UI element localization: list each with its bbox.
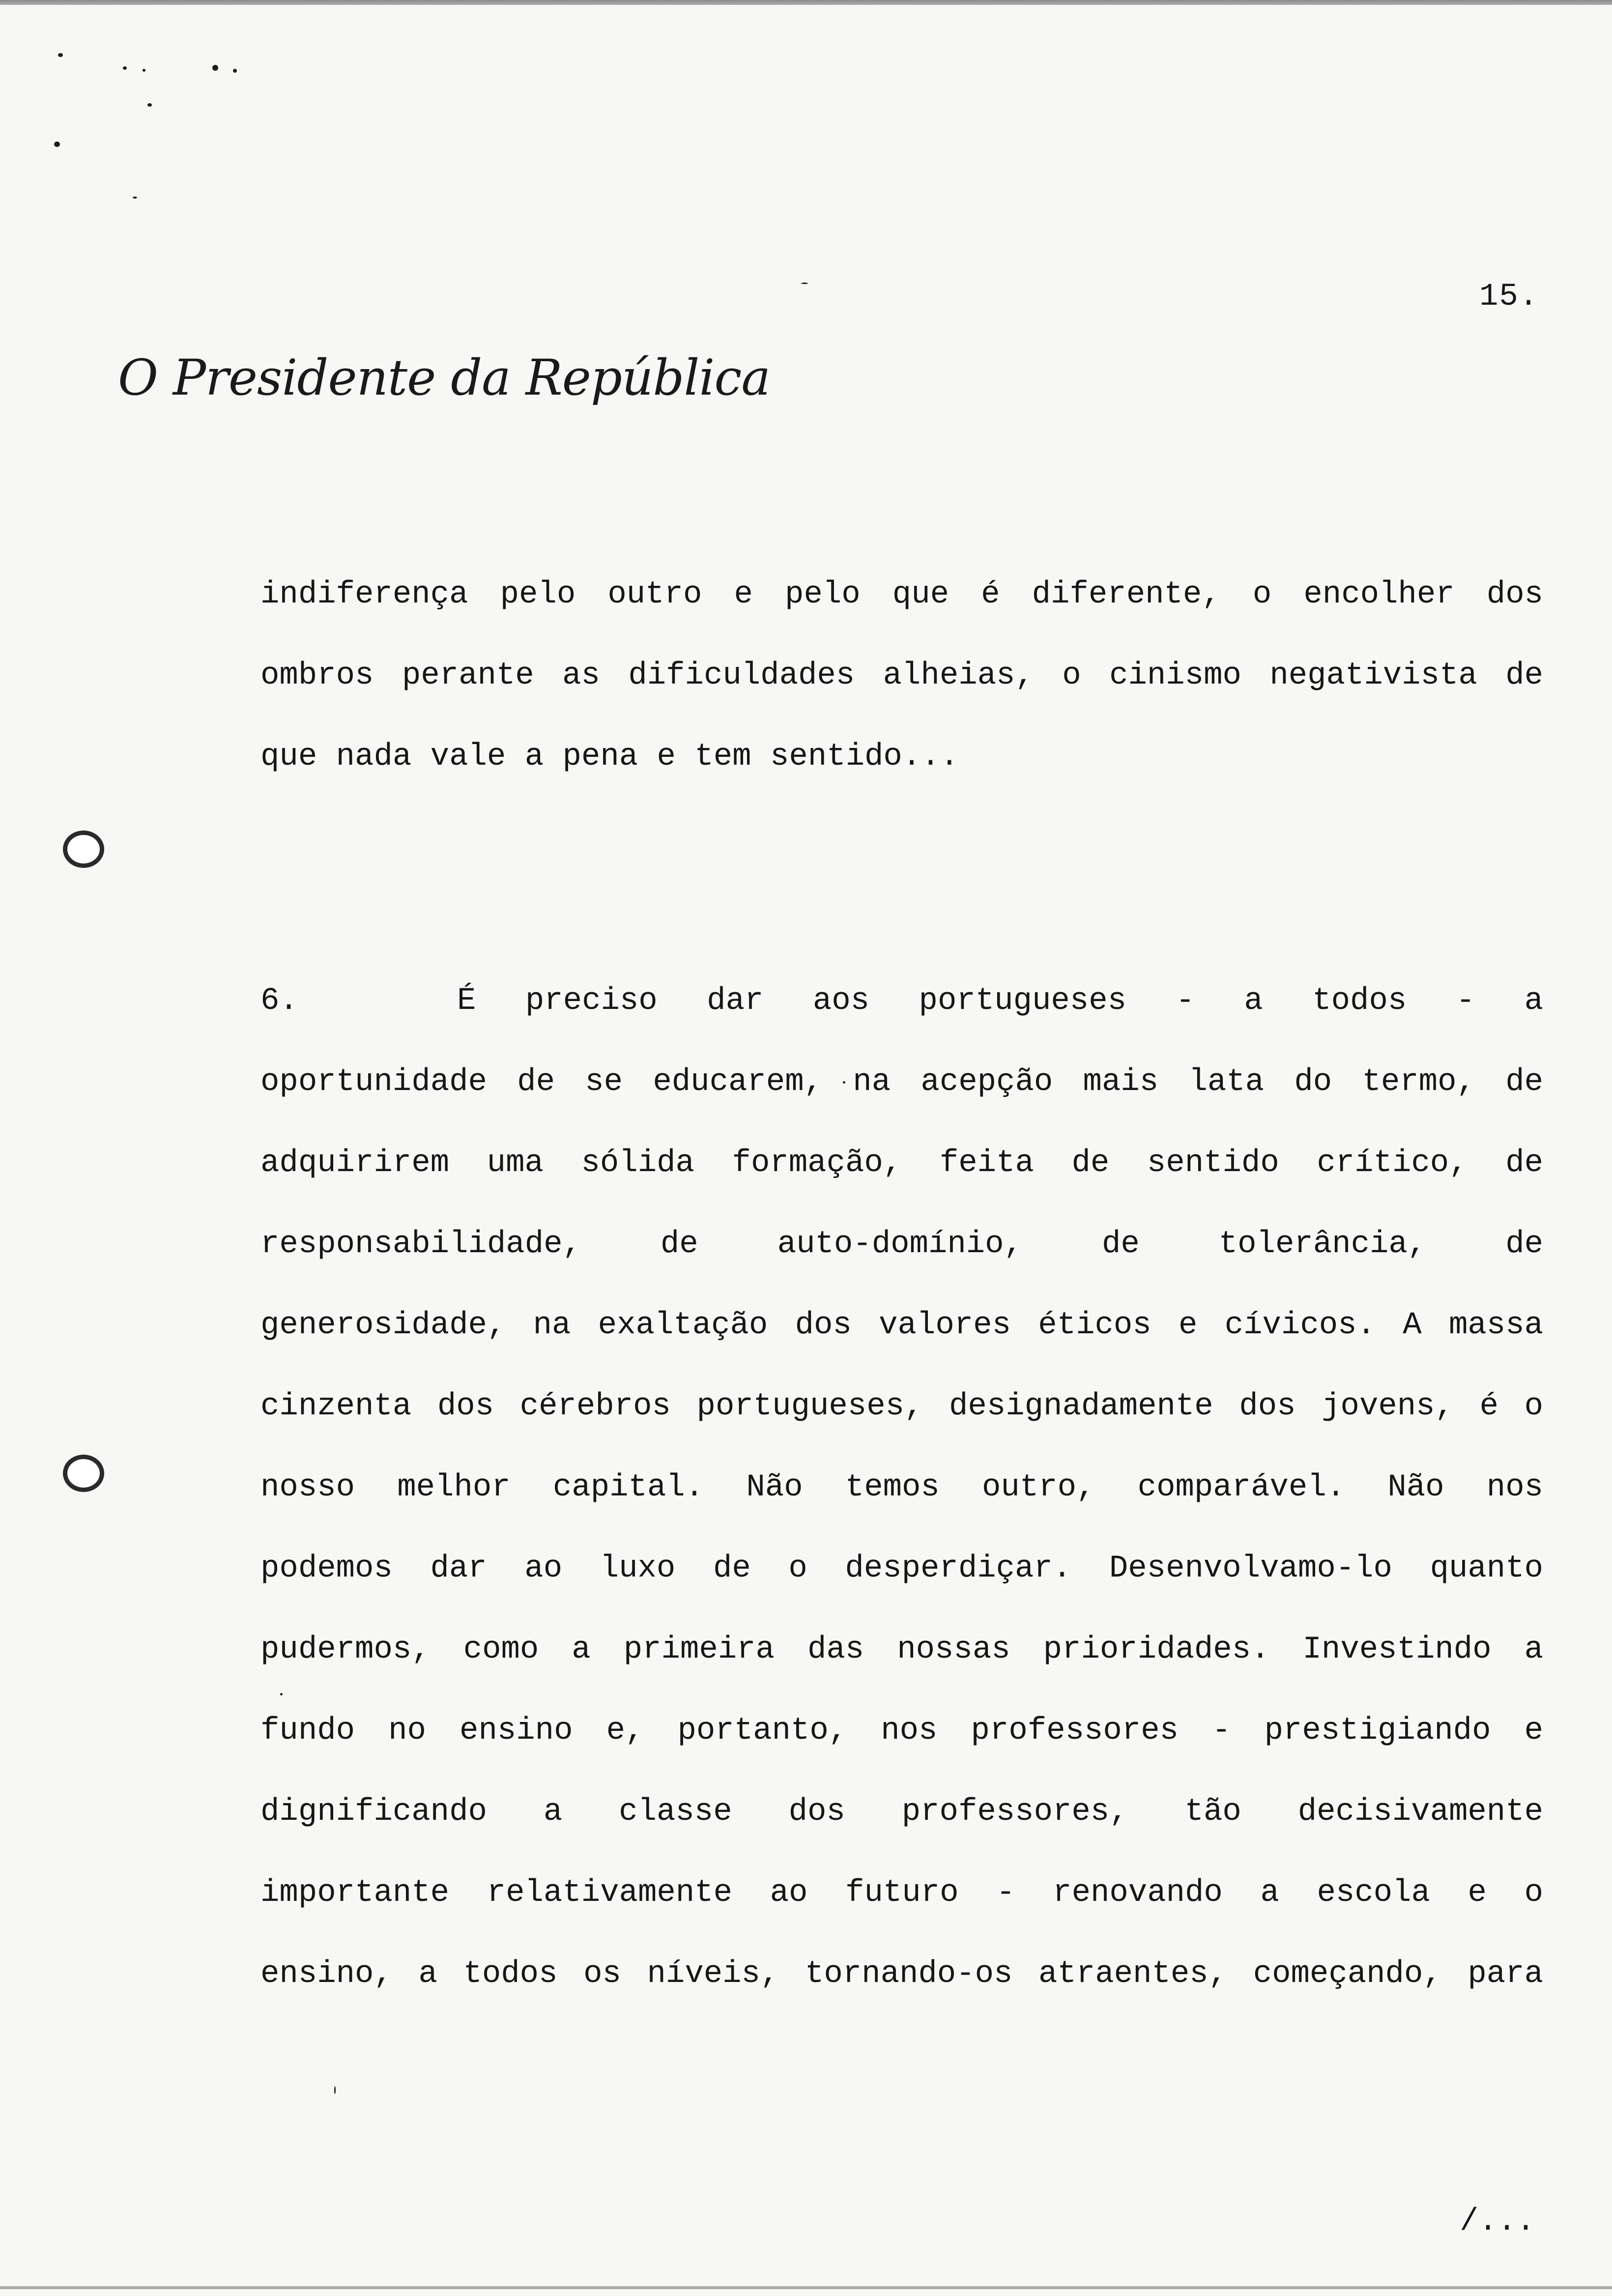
paragraph-continued: [260, 554, 1543, 798]
punch-hole-upper: [63, 831, 104, 868]
scan-speck: [212, 65, 218, 71]
scan-speck: [801, 283, 808, 284]
text-line: cinzenta dos cérebros portugueses, designadamente dos jovens, é o: [260, 1389, 1543, 1424]
text-line: pudermos, como a primeira das nossas prioridades. Investindo a: [260, 1632, 1543, 1667]
scan-speck: [233, 69, 237, 73]
letterhead: O Presidente da República: [118, 349, 771, 406]
text-line: adquirirem uma sólida formação, feita de sentido crítico, de: [260, 1146, 1543, 1181]
text-line: É preciso dar aos portugueses - a todos - a: [457, 983, 1543, 1019]
text-line: generosidade, na exaltação dos valores éticos e cívicos. A massa: [260, 1308, 1543, 1343]
continuation-mark: /...: [1460, 2204, 1535, 2239]
text-line: indiferença pelo outro e pelo que é diferente, o encolher dos: [260, 577, 1543, 612]
scan-speck: [133, 197, 137, 199]
punch-hole-lower: [63, 1455, 104, 1492]
scan-speck: [58, 53, 63, 57]
page-bottom-edge: [0, 2286, 1612, 2289]
scan-speck: [147, 103, 152, 107]
text-line: ensino, a todos os níveis, tornando-os atraentes, começando, para: [260, 1956, 1543, 1992]
text-line: nosso melhor capital. Não temos outro, comparável. Não nos: [260, 1470, 1543, 1505]
text-line: fundo no ensino e, portanto, nos professores - prestigiando e: [260, 1713, 1543, 1749]
text-line: oportunidade de se educarem, na acepção mais lata do termo, de: [260, 1064, 1543, 1100]
paragraph-number: 6.: [260, 983, 298, 1019]
text-line: que nada vale a pena e tem sentido...: [260, 739, 959, 775]
paragraph-6: [260, 961, 1543, 2015]
text-line: responsabilidade, de auto-domínio, de tolerância, de: [260, 1227, 1543, 1262]
scan-speck: [143, 69, 145, 72]
scan-speck: [334, 2086, 336, 2094]
scan-speck: [123, 66, 127, 70]
text-line: podemos dar ao luxo de o desperdiçar. Desenvolvamo-lo quanto: [260, 1551, 1543, 1586]
text-line: dignificando a classe dos professores, tão decisivamente: [260, 1794, 1543, 1830]
text-line-first: [260, 961, 1543, 1042]
scan-speck: [54, 142, 60, 147]
text-line: ombros perante as dificuldades alheias, o cinismo negativista de: [260, 658, 1543, 693]
text-line: importante relativamente ao futuro - renovando a escola e o: [260, 1875, 1543, 1911]
page-top-edge: [0, 0, 1612, 5]
page-number: 15.: [1479, 279, 1539, 315]
